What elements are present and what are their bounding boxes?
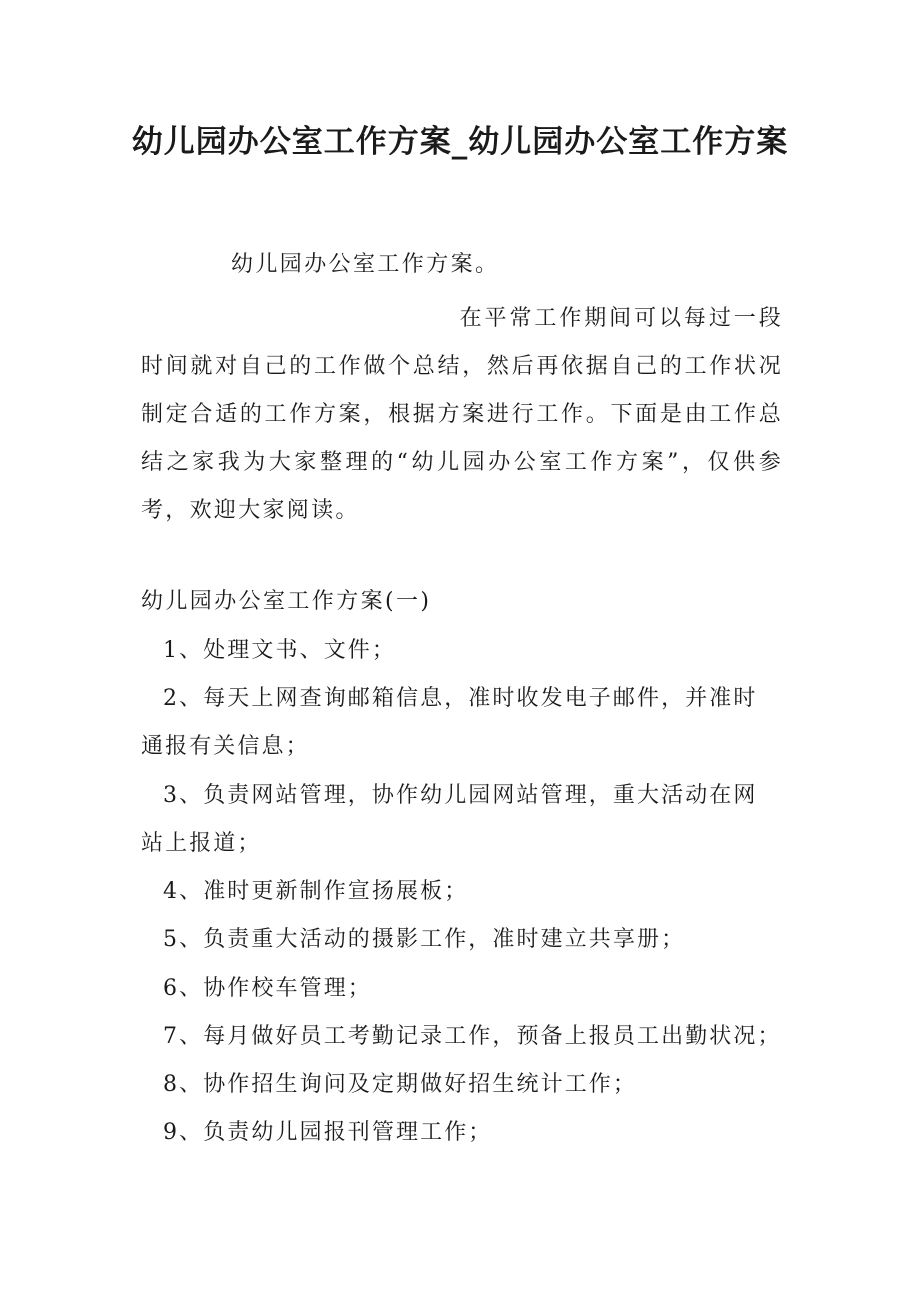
intro-paragraph (141, 295, 783, 535)
list-item: 2、每天上网查询邮箱信息，准时收发电子邮件，并准时 (163, 686, 758, 711)
list-item: 8、协作招生询问及定期做好招生统计工作； (163, 1072, 637, 1097)
list-item: 7、每月做好员工考勤记录工作，预备上报员工出勤状况； (163, 1024, 782, 1049)
list-item: 3、负责网站管理，协作幼儿园网站管理，重大活动在网 (163, 783, 758, 808)
list-item-continuation: 站上报道； (141, 831, 262, 856)
intro-heading: 幼儿园办公室工作方案。 (231, 252, 500, 277)
list-item: 9、负责幼儿园报刊管理工作； (163, 1120, 493, 1145)
list-item: 5、负责重大活动的摄影工作，准时建立共享册； (163, 927, 686, 952)
intro-paragraph-text: 在平常工作期间可以每过一段时间就对自己的工作做个总结，然后再依据自己的工作状况制定合适的工作方案，根据方案进行工作。下面是由工作总结之家我为大家整理的“幼儿园办公室工作方案”，仅供参考，欢迎大家阅读。 (141, 306, 783, 523)
document-title: 幼儿园办公室工作方案_幼儿园办公室工作方案 (131, 124, 789, 160)
section-heading: 幼儿园办公室工作方案(一) (141, 589, 432, 614)
list-item: 1、处理文书、文件； (163, 638, 396, 663)
list-item: 4、准时更新制作宣扬展板； (163, 879, 469, 904)
list-item-continuation: 通报有关信息； (141, 734, 310, 759)
list-item: 6、协作校车管理； (163, 976, 372, 1001)
